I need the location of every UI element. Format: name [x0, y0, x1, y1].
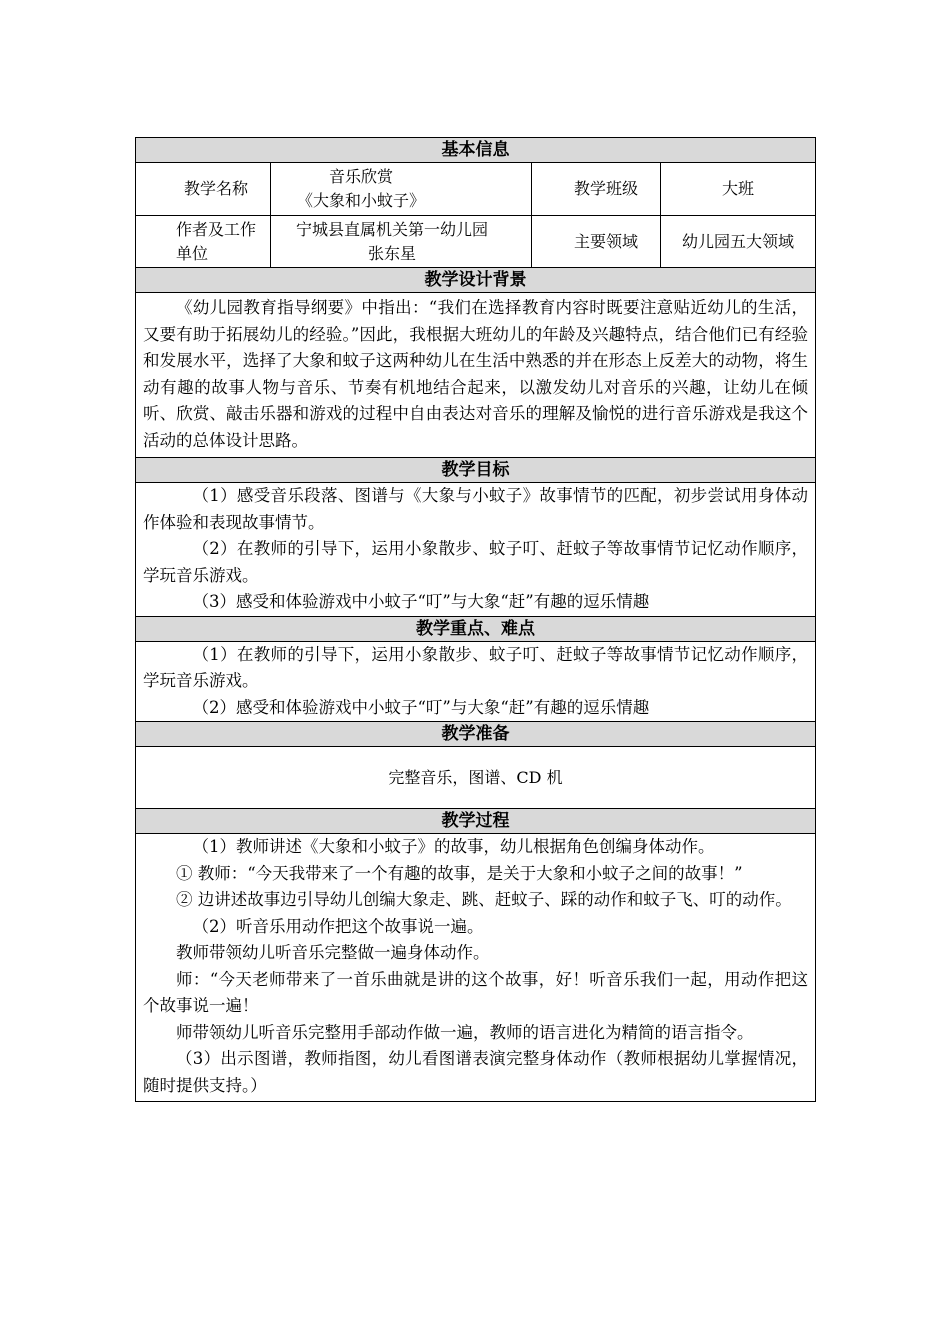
lesson-name-label: 教学名称 [136, 163, 271, 216]
process-item: （3）出示图谱，教师指图，幼儿看图谱表演完整身体动作（教师根据幼儿掌握情况，随时提供支持。） [143, 1049, 808, 1095]
lesson-name-value [271, 163, 532, 216]
prep-header-row [136, 722, 816, 747]
domain-value: 幼儿园五大领域 [661, 216, 816, 268]
keypoint-item: （1）在教师的引导下，运用小象散步、蚊子叮、赶蚊子等故事情节记忆动作顺序，学玩音乐游戏。 [143, 644, 808, 690]
background-header-row [136, 268, 816, 293]
class-label: 教学班级 [532, 163, 661, 216]
domain-label: 主要领域 [532, 216, 661, 268]
prep-row [136, 747, 816, 809]
keypoints-row [136, 641, 816, 722]
author-value [271, 216, 532, 268]
lesson-name-line-1: 音乐欣赏 [328, 167, 393, 186]
process-item: 教师带领幼儿听音乐完整做一遍身体动作。 [176, 943, 490, 962]
process-item: 师：“今天老师带来了一首乐曲就是讲的这个故事，好！听音乐我们一起，用动作把这个故事说一遍！ [143, 969, 808, 1015]
keypoints-cell [136, 641, 816, 722]
process-row [136, 834, 816, 1102]
author-unit: 宁城县直属机关第一幼儿园 [295, 219, 488, 239]
keypoints-header-row [136, 616, 816, 641]
background-cell [136, 293, 816, 458]
process-cell [136, 834, 816, 1102]
background-header: 教学设计背景 [136, 268, 816, 293]
process-header-row [136, 809, 816, 834]
goal-item: （2）在教师的引导下，运用小象散步、蚊子叮、赶蚊子等故事情节记忆动作顺序，学玩音乐游戏。 [143, 539, 808, 585]
goals-header: 教学目标 [136, 458, 816, 483]
prep-header: 教学准备 [136, 722, 816, 747]
basic-info-header: 基本信息 [136, 138, 816, 163]
background-text: 《幼儿园教育指导纲要》中指出：“我们在选择教育内容时既要注意贴近幼儿的生活，又要有助于拓展幼儿的经验。”因此，我根据大班幼儿的年龄及兴趣特点，结合他们已有经验和发展水平，选择了大象和蚊子这两种幼儿在生活中熟悉的并在形态上反差大的动物，将生动有趣的故事人物与音乐、节奏有机地结合起来，以激发幼儿对音乐的兴趣，让幼儿在倾听、欣赏、敲击乐器和游戏的过程中自由表达对音乐的理解及愉悦的进行音乐游戏是我这个活动的总体设计思路。 [143, 298, 808, 450]
lesson-name-row [136, 163, 816, 216]
process-item: ① 教师：“今天我带来了一个有趣的故事，是关于大象和小蚊子之间的故事！” [176, 863, 743, 883]
background-row [136, 293, 816, 458]
process-header: 教学过程 [136, 809, 816, 834]
goal-item: （3）感受和体验游戏中小蚊子“叮”与大象“赶”有趣的逗乐情趣 [192, 592, 650, 611]
goals-cell [136, 483, 816, 617]
goal-item: （1）感受音乐段落、图谱与《大象与小蚊子》故事情节的匹配，初步尝试用身体动作体验和表现故事情节。 [143, 486, 808, 532]
prep-text: 完整音乐，图谱、CD 机 [136, 747, 816, 809]
goals-row [136, 483, 816, 617]
author-row [136, 216, 816, 268]
process-item: 师带领幼儿听音乐完整用手部动作做一遍，教师的语言进化为精简的语言指令。 [176, 1022, 754, 1042]
author-name: 张东星 [367, 243, 416, 263]
lesson-plan-table [135, 137, 816, 1102]
keypoint-item: （2）感受和体验游戏中小蚊子“叮”与大象“赶”有趣的逗乐情趣 [192, 697, 650, 717]
lesson-name-line-2: 《大象和小蚊子》 [296, 191, 425, 210]
basic-info-header-row [136, 138, 816, 163]
keypoints-header: 教学重点、难点 [136, 616, 816, 641]
goals-header-row [136, 458, 816, 483]
class-value: 大班 [661, 163, 816, 216]
process-item: （2）听音乐用动作把这个故事说一遍。 [192, 916, 484, 936]
process-item: ② 边讲述故事边引导幼儿创编大象走、跳、赶蚊子、踩的动作和蚊子飞、叮的动作。 [176, 890, 792, 909]
author-label: 作者及工作单位 [136, 216, 271, 268]
process-item: （1）教师讲述《大象和小蚊子》的故事，幼儿根据角色创编身体动作。 [192, 837, 715, 856]
